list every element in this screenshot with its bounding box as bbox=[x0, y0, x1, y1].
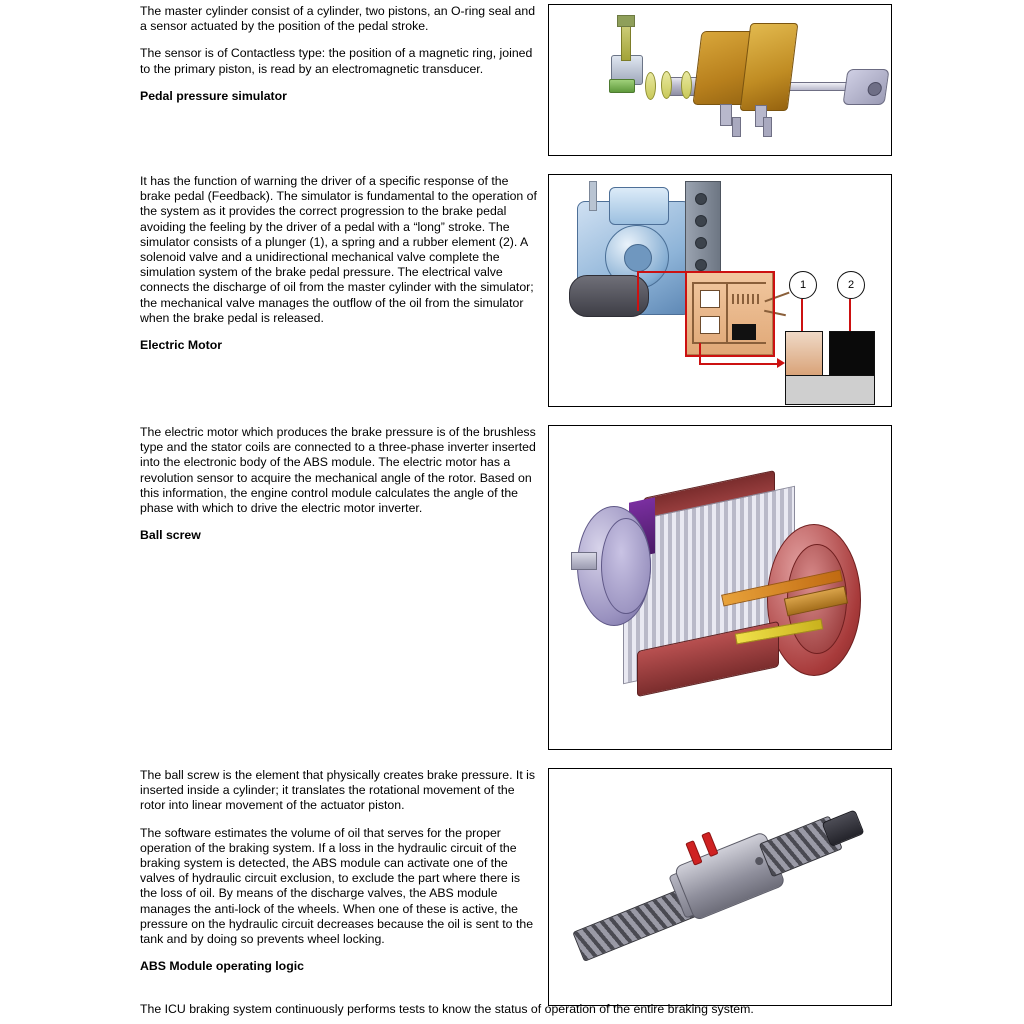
sensor-head bbox=[617, 15, 635, 27]
figure-electric-motor bbox=[548, 425, 892, 750]
subheading-pedal-pressure-simulator: Pedal pressure simulator bbox=[140, 88, 287, 103]
port-pin bbox=[763, 117, 772, 137]
subheading-ball-screw: Ball screw bbox=[140, 528, 201, 543]
paragraph: The sensor is of Contactless type: the position of a magnetic ring, joined to the primary piston, is read by an electromagnetic transducer. bbox=[140, 46, 533, 76]
callout-leader bbox=[801, 299, 803, 331]
ball-screw-figure-column bbox=[548, 768, 892, 1006]
pedal-simulator-figure-column bbox=[548, 174, 892, 407]
electric-motor-text bbox=[140, 425, 548, 547]
callout-1: 1 bbox=[789, 271, 817, 299]
callout-leader bbox=[849, 299, 851, 331]
o-ring-seal bbox=[661, 71, 672, 99]
valve-port-icon bbox=[695, 237, 707, 249]
secondary-piston bbox=[609, 79, 635, 93]
master-cylinder-flange bbox=[740, 23, 799, 111]
o-ring-seal bbox=[645, 72, 656, 100]
simulator-illustration bbox=[549, 175, 891, 406]
subheading-electric-motor: Electric Motor bbox=[140, 338, 222, 353]
figure-pedal-simulator bbox=[548, 174, 892, 407]
paragraph: The master cylinder consist of a cylinder, two pistons, an O-ring seal and a sensor actuated by the position of the pedal stroke. bbox=[140, 4, 536, 34]
swatch-base bbox=[785, 375, 875, 405]
paragraph: The software estimates the volume of oil that serves for the proper operation of the braking system. If a loss in the hydraulic circuit of the braking system is detected, the ABS module can activate one of the valves of hydraulic circuit exclusion, to exclude the part where there is the loss of oil. By means of the discharge valves, the ABS module manages the anti-lock of the wheels. When one of these is active, the pressure on the hydraulic circuit decreases because the oil is sent to the tank and by doing so prevents wheel locking. bbox=[140, 825, 534, 947]
swatch-rubber-element bbox=[829, 331, 875, 377]
paragraph: The ball screw is the element that physically creates brake pressure. It is inserted inside a cylinder; it translates the rotational movement of the rotor into linear movement of the actuator piston. bbox=[140, 768, 536, 813]
master-cylinder-illustration bbox=[549, 5, 891, 155]
o-ring-seal bbox=[681, 71, 692, 99]
closing-paragraph: The ICU braking system continuously performs tests to know the status of operation of the entire braking system. bbox=[140, 1002, 754, 1016]
valve-ports bbox=[695, 193, 707, 281]
master-cylinder-text bbox=[140, 4, 548, 108]
page-content bbox=[140, 0, 892, 1006]
mounting-tab bbox=[720, 104, 732, 126]
section-electric-motor bbox=[140, 425, 892, 750]
section-pedal-pressure-simulator bbox=[140, 174, 892, 407]
motor-shaft bbox=[571, 552, 597, 570]
figure-ball-screw bbox=[548, 768, 892, 1006]
ball-screw-illustration bbox=[548, 768, 892, 1006]
callout-2: 2 bbox=[837, 271, 865, 299]
leader-line bbox=[699, 343, 701, 365]
brushless-motor-illustration bbox=[571, 460, 871, 710]
valve-port-icon bbox=[695, 215, 707, 227]
actuator-rod bbox=[589, 181, 597, 211]
leader-line bbox=[637, 271, 639, 311]
paragraph: The electric motor which produces the brake pressure is of the brushless type and the stator coils are connected to a three-phase inverter inserted into the electronic body of the ABS module. The electric motor has a revolution sensor to acquire the mechanical angle of the rotor. Based on this information, the engine control module calculates the angle of the phase with which to drive the electric motor inverter. bbox=[140, 425, 536, 516]
paragraph: It has the function of warning the driver of a specific response of the brake pedal (Feedback). The simulator is fundamental to the operation of the system as it provides the correct progression to the brake pedal avoiding the feeling by the driver of a pedal with a “long” stroke. The simulator consists of a plunger (1), a spring and a rubber element (2). A solenoid valve and a unidirectional mechanical valve complete the simulation system of the brake pedal pressure. The electrical valve connects the discharge of oil from the master cylinder with the simulator; the mechanical valve manages the outflow of the oil from the simulator when the brake pedal is released. bbox=[140, 174, 537, 325]
arrow-head-icon bbox=[777, 358, 785, 368]
leader-line bbox=[699, 363, 779, 365]
section-master-cylinder bbox=[140, 4, 892, 156]
ball-screw-text bbox=[140, 768, 548, 978]
rod-end-eyelet bbox=[842, 69, 889, 105]
red-marker-pin bbox=[701, 831, 718, 857]
closing-paragraph-wrapper bbox=[140, 1002, 892, 1017]
master-cylinder-figure-column bbox=[548, 4, 892, 156]
reservoir-block bbox=[609, 187, 669, 225]
rotor-bearing-left bbox=[601, 518, 651, 614]
electric-motor-figure-column bbox=[548, 425, 892, 750]
port-pin bbox=[732, 117, 741, 137]
valve-port-icon bbox=[695, 193, 707, 205]
leader-line bbox=[637, 271, 687, 273]
section-ball-screw bbox=[140, 768, 892, 1006]
subheading-abs-module-operating-logic: ABS Module operating logic bbox=[140, 959, 304, 974]
figure-master-cylinder bbox=[548, 4, 892, 156]
swatch-plunger bbox=[785, 331, 823, 377]
magnetic-ring-stem bbox=[621, 23, 631, 61]
valve-port-icon bbox=[695, 259, 707, 271]
pedal-simulator-text bbox=[140, 174, 548, 357]
